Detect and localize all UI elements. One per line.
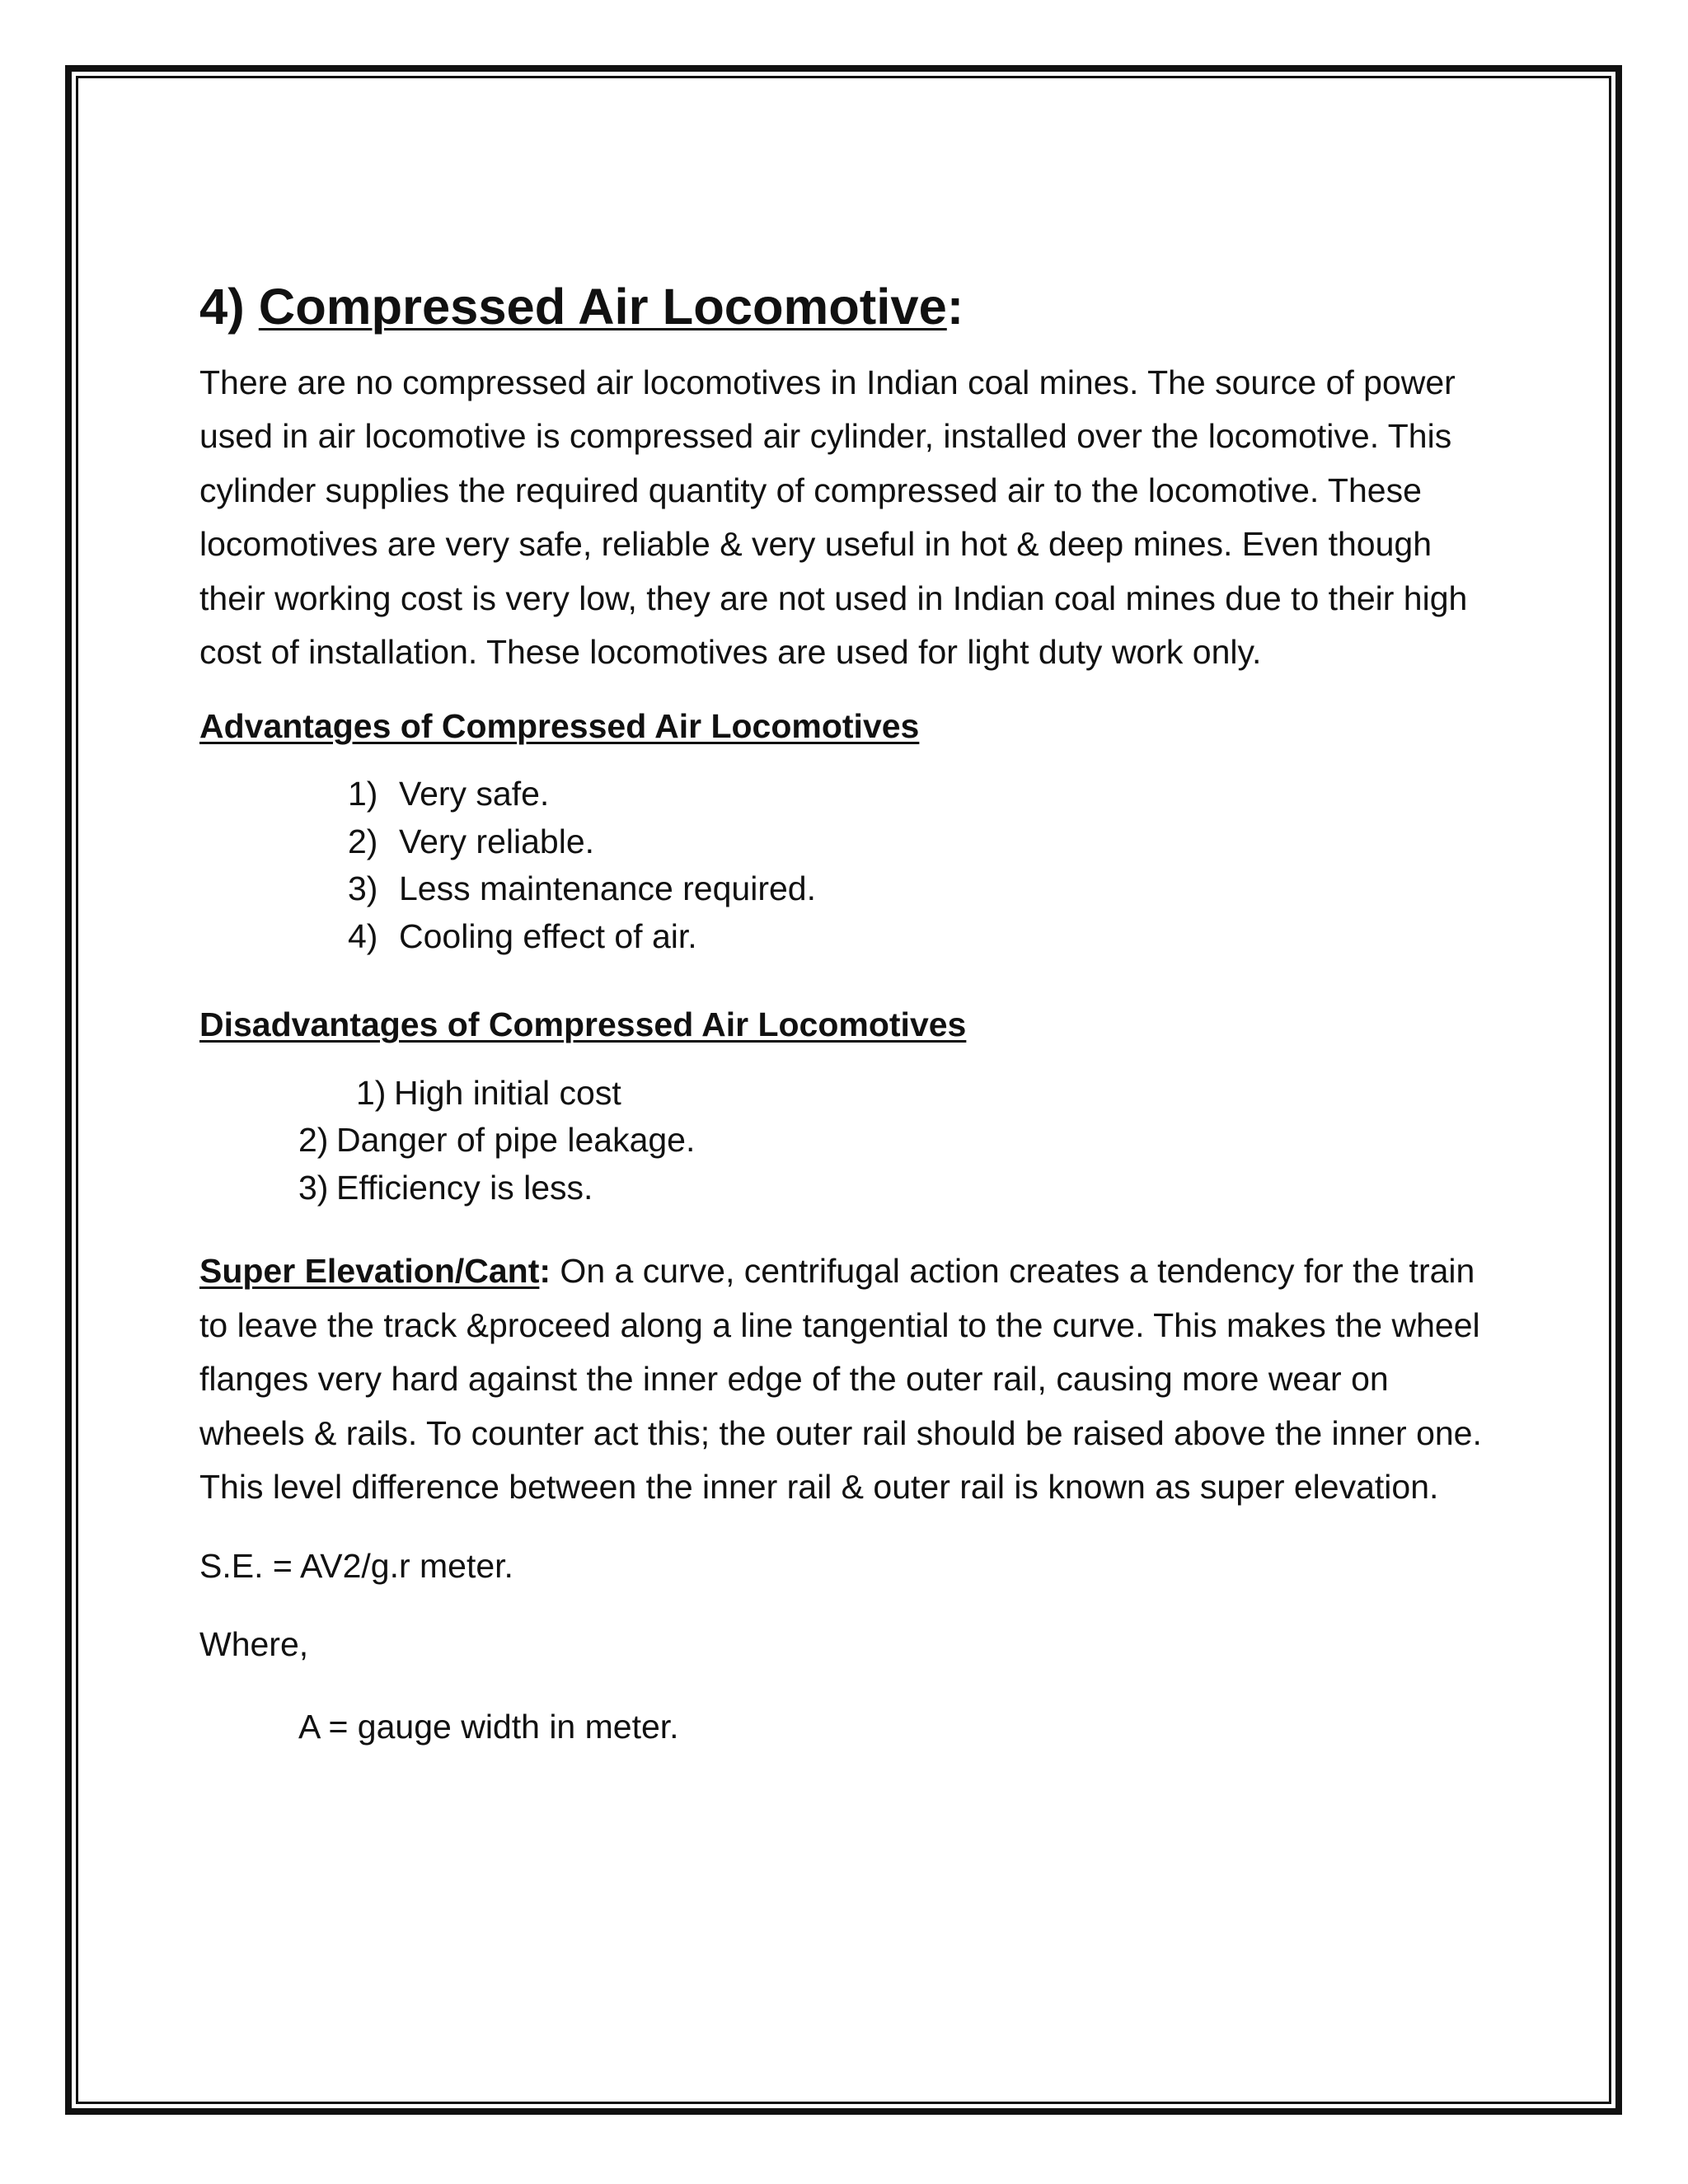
intro-paragraph: There are no compressed air locomotives in Indian coal mines. The source of power used in air locomotive is compressed air cylinder, installed over the locomotive. This cylinder supplies the required quantity of compressed air to the locomotive. These locomotives are very safe, reliable & very useful in hot & deep mines. Even though their working cost is very low, they are not used in Indian coal mines due to their high cost of installation. These locomotives are used for light duty work only. — [199, 363, 1468, 671]
section-title: Compressed Air Locomotive — [258, 279, 947, 335]
list-item: 2) Danger of pipe leakage. — [298, 1121, 696, 1159]
super-elevation-text: On a curve, centrifugal action creates a tendency for the train to leave the track &proceed along a line tangential to the curve. This makes the wheel flanges very hard against the inner edge of the outer rail, causing more wear on wheels & rails. To counter act this; the outer rail should be raised above the inner one. This level difference between the inner rail & outer rail is known as super elevation. — [199, 1252, 1482, 1506]
list-item: 4) Cooling effect of air. — [348, 916, 697, 955]
section-colon: : — [946, 279, 964, 335]
section-number: 4) — [199, 279, 245, 335]
where-label: Where, — [199, 1625, 309, 1663]
list-item: 2) Very reliable. — [348, 822, 595, 860]
list-item: 1) Very safe. — [348, 775, 550, 813]
variable-definition: A = gauge width in meter. — [298, 1707, 679, 1746]
advantages-list — [199, 771, 1502, 960]
document-content — [199, 280, 1502, 1754]
disadvantages-list — [199, 1070, 1502, 1212]
list-item: 1) High initial cost — [356, 1073, 621, 1112]
super-elevation-term: Super Elevation/Cant — [199, 1252, 540, 1290]
disadvantages-heading: Disadvantages of Compressed Air Locomotives — [199, 1005, 967, 1043]
advantages-heading: Advantages of Compressed Air Locomotives — [199, 706, 920, 745]
super-elevation-formula: S.E. = AV2/g.r meter. — [199, 1546, 513, 1585]
section-heading — [199, 280, 1502, 335]
super-elevation-paragraph: Super Elevation/Cant: On a curve, centrifugal action creates a tendency for the train to leave the track &proceed along a line tangential to the curve. This makes the wheel flanges very hard against the inner edge of the outer rail, causing more wear on wheels & rails. To counter act this; the outer rail should be raised above the inner one. This level difference between the inner rail & outer rail is known as super elevation. — [199, 1252, 1482, 1506]
list-item: 3) Efficiency is less. — [298, 1168, 593, 1207]
list-item: 3) Less maintenance required. — [348, 869, 816, 907]
